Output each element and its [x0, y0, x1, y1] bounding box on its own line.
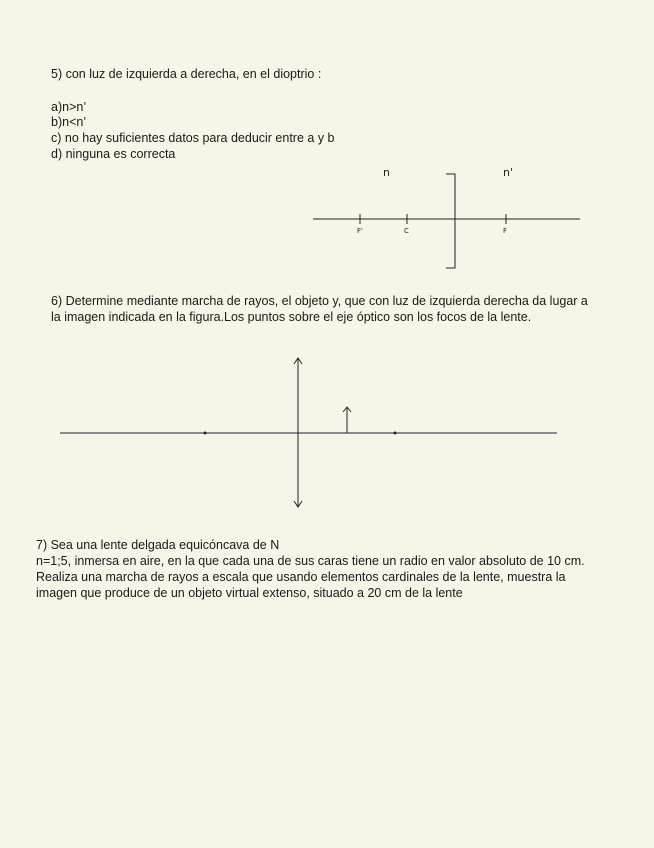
q5-option-a: a)n>n’: [51, 100, 87, 114]
q5-title: 5) con luz de izquierda a derecha, en el dioptrio :: [51, 67, 322, 81]
label-c: C: [404, 227, 409, 235]
focus-left: [204, 432, 207, 435]
label-fprime: F': [357, 227, 363, 235]
q7-line-1: 7) Sea una lente delgada equicóncava de N: [36, 538, 280, 552]
focus-right: [394, 432, 397, 435]
q6-line-2: la imagen indicada en la figura.Los puntos sobre el eje óptico son los focos de la lente.: [51, 310, 532, 324]
q5-option-b: b)n<n’: [51, 115, 87, 129]
label-f: F: [503, 227, 508, 235]
q5-option-c: c) no hay suficientes datos para deducir entre a y b: [51, 131, 335, 145]
q7-line-2: n=1;5, inmersa en aire, en la que cada una de sus caras tiene un radio en valor absoluto de 10 cm.: [36, 554, 585, 568]
q7-line-4: imagen que produce de un objeto virtual extenso, situado a 20 cm de la lente: [36, 586, 463, 600]
label-n-prime: n': [503, 166, 513, 179]
q6-line-1: 6) Determine mediante marcha de rayos, el objeto y, que con luz de izquierda derecha da lugar a: [51, 294, 588, 308]
q5-option-d: d) ninguna es correcta: [51, 147, 176, 161]
q7-line-3: Realiza una marcha de rayos a escala que usando elementos cardinales de la lente, muestra la: [36, 570, 566, 584]
label-n: n: [383, 166, 390, 179]
